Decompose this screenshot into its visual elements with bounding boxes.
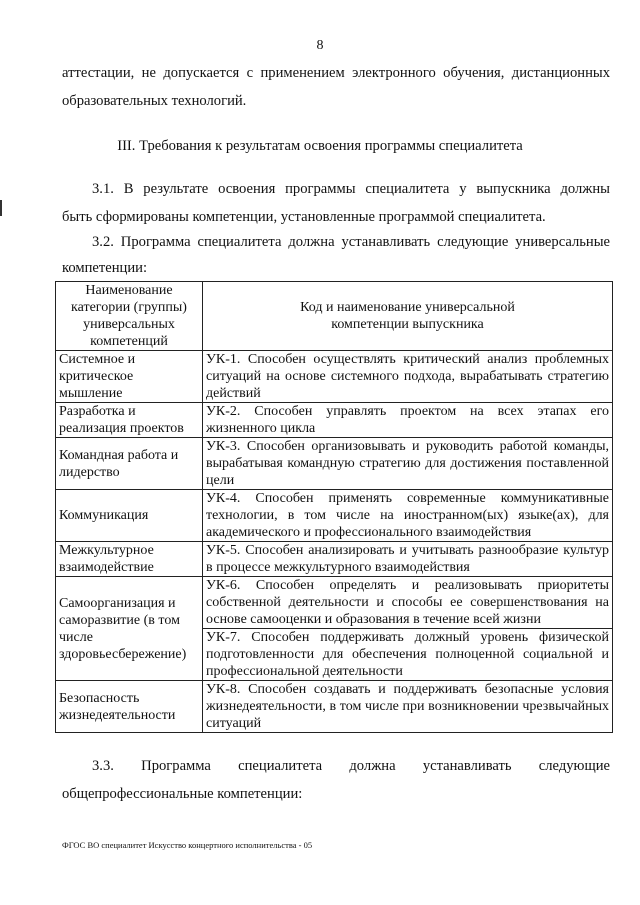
p31-line: быть сформированы компетенции, установленные программой специалитета.: [62, 209, 546, 225]
section-heading: III. Требования к результатам освоения программы специалитета: [117, 138, 523, 154]
margin-mark: [0, 200, 2, 216]
competence-cell: УК-7. Способен поддерживать должный уровень физической подготовленности для обеспечения полноценной социальной и профессиональной деятельности: [203, 629, 613, 681]
p32-line: 3.2. Программа специалитета должна устанавливать следующие универсальные: [92, 234, 610, 250]
paragraph-3-2: [62, 231, 610, 279]
paragraph-3-1: [62, 178, 610, 228]
header-code: [203, 282, 613, 351]
intro-line: образовательных технологий.: [62, 93, 247, 109]
competences-table: [55, 281, 613, 733]
category-cell: Разработка и реализация проектов: [56, 403, 203, 438]
competence-cell: УК-3. Способен организовывать и руководить работой команды, вырабатывая командную стратегию для достижения поставленной цели: [203, 438, 613, 490]
p32-line: компетенции:: [62, 260, 148, 276]
competence-cell: УК-1. Способен осуществлять критический анализ проблемных ситуаций на основе системного подхода, вырабатывать стратегию действий: [203, 351, 613, 403]
intro-line: аттестации, не допускается с применением электронного обучения, дистанционных: [62, 65, 610, 81]
competence-cell: УК-2. Способен управлять проектом на всех этапах его жизненного цикла: [203, 403, 613, 438]
category-cell: Командная работа и лидерство: [56, 438, 203, 490]
page-number: 8: [316, 38, 324, 53]
paragraph-3-3: [62, 755, 610, 805]
p31-line: 3.1. В результате освоения программы специалитета у выпускника должны: [92, 181, 610, 197]
competence-cell: УК-4. Способен применять современные коммуникативные технологии, в том числе на иностранном(ых) языке(ах), для академического и профессионального взаимодействия: [203, 490, 613, 542]
category-cell: Системное и критическое мышление: [56, 351, 203, 403]
footer: ФГОС ВО специалитет Искусство концертного исполнительства - 05: [62, 840, 313, 850]
category-cell: Самоорганизация и саморазвитие (в том числе здоровьесбережение): [56, 577, 203, 681]
header-category: Наименование категории (группы) универсальных компетенций: [56, 282, 203, 351]
header-code-text: Код и наименование универсальной компетенции выпускника: [300, 300, 515, 332]
p33-line: 3.3. Программа специалитета должна устанавливать следующие: [92, 758, 610, 774]
p33-line: общепрофессиональные компетенции:: [62, 786, 303, 802]
category-cell: Межкультурное взаимодействие: [56, 542, 203, 577]
competence-cell: УК-6. Способен определять и реализовывать приоритеты собственной деятельности и способы ее совершенствования на основе самооценки и образования в течение всей жизни: [203, 577, 613, 629]
category-cell: Коммуникация: [56, 490, 203, 542]
competence-cell: УК-5. Способен анализировать и учитывать разнообразие культур в процессе межкультурного взаимодействия: [203, 542, 613, 577]
competence-cell: УК-8. Способен создавать и поддерживать безопасные условия жизнедеятельности, в том числе при возникновении чрезвычайных ситуаций: [203, 681, 613, 733]
category-cell: Безопасность жизнедеятельности: [56, 681, 203, 733]
intro-paragraph: [62, 62, 610, 112]
